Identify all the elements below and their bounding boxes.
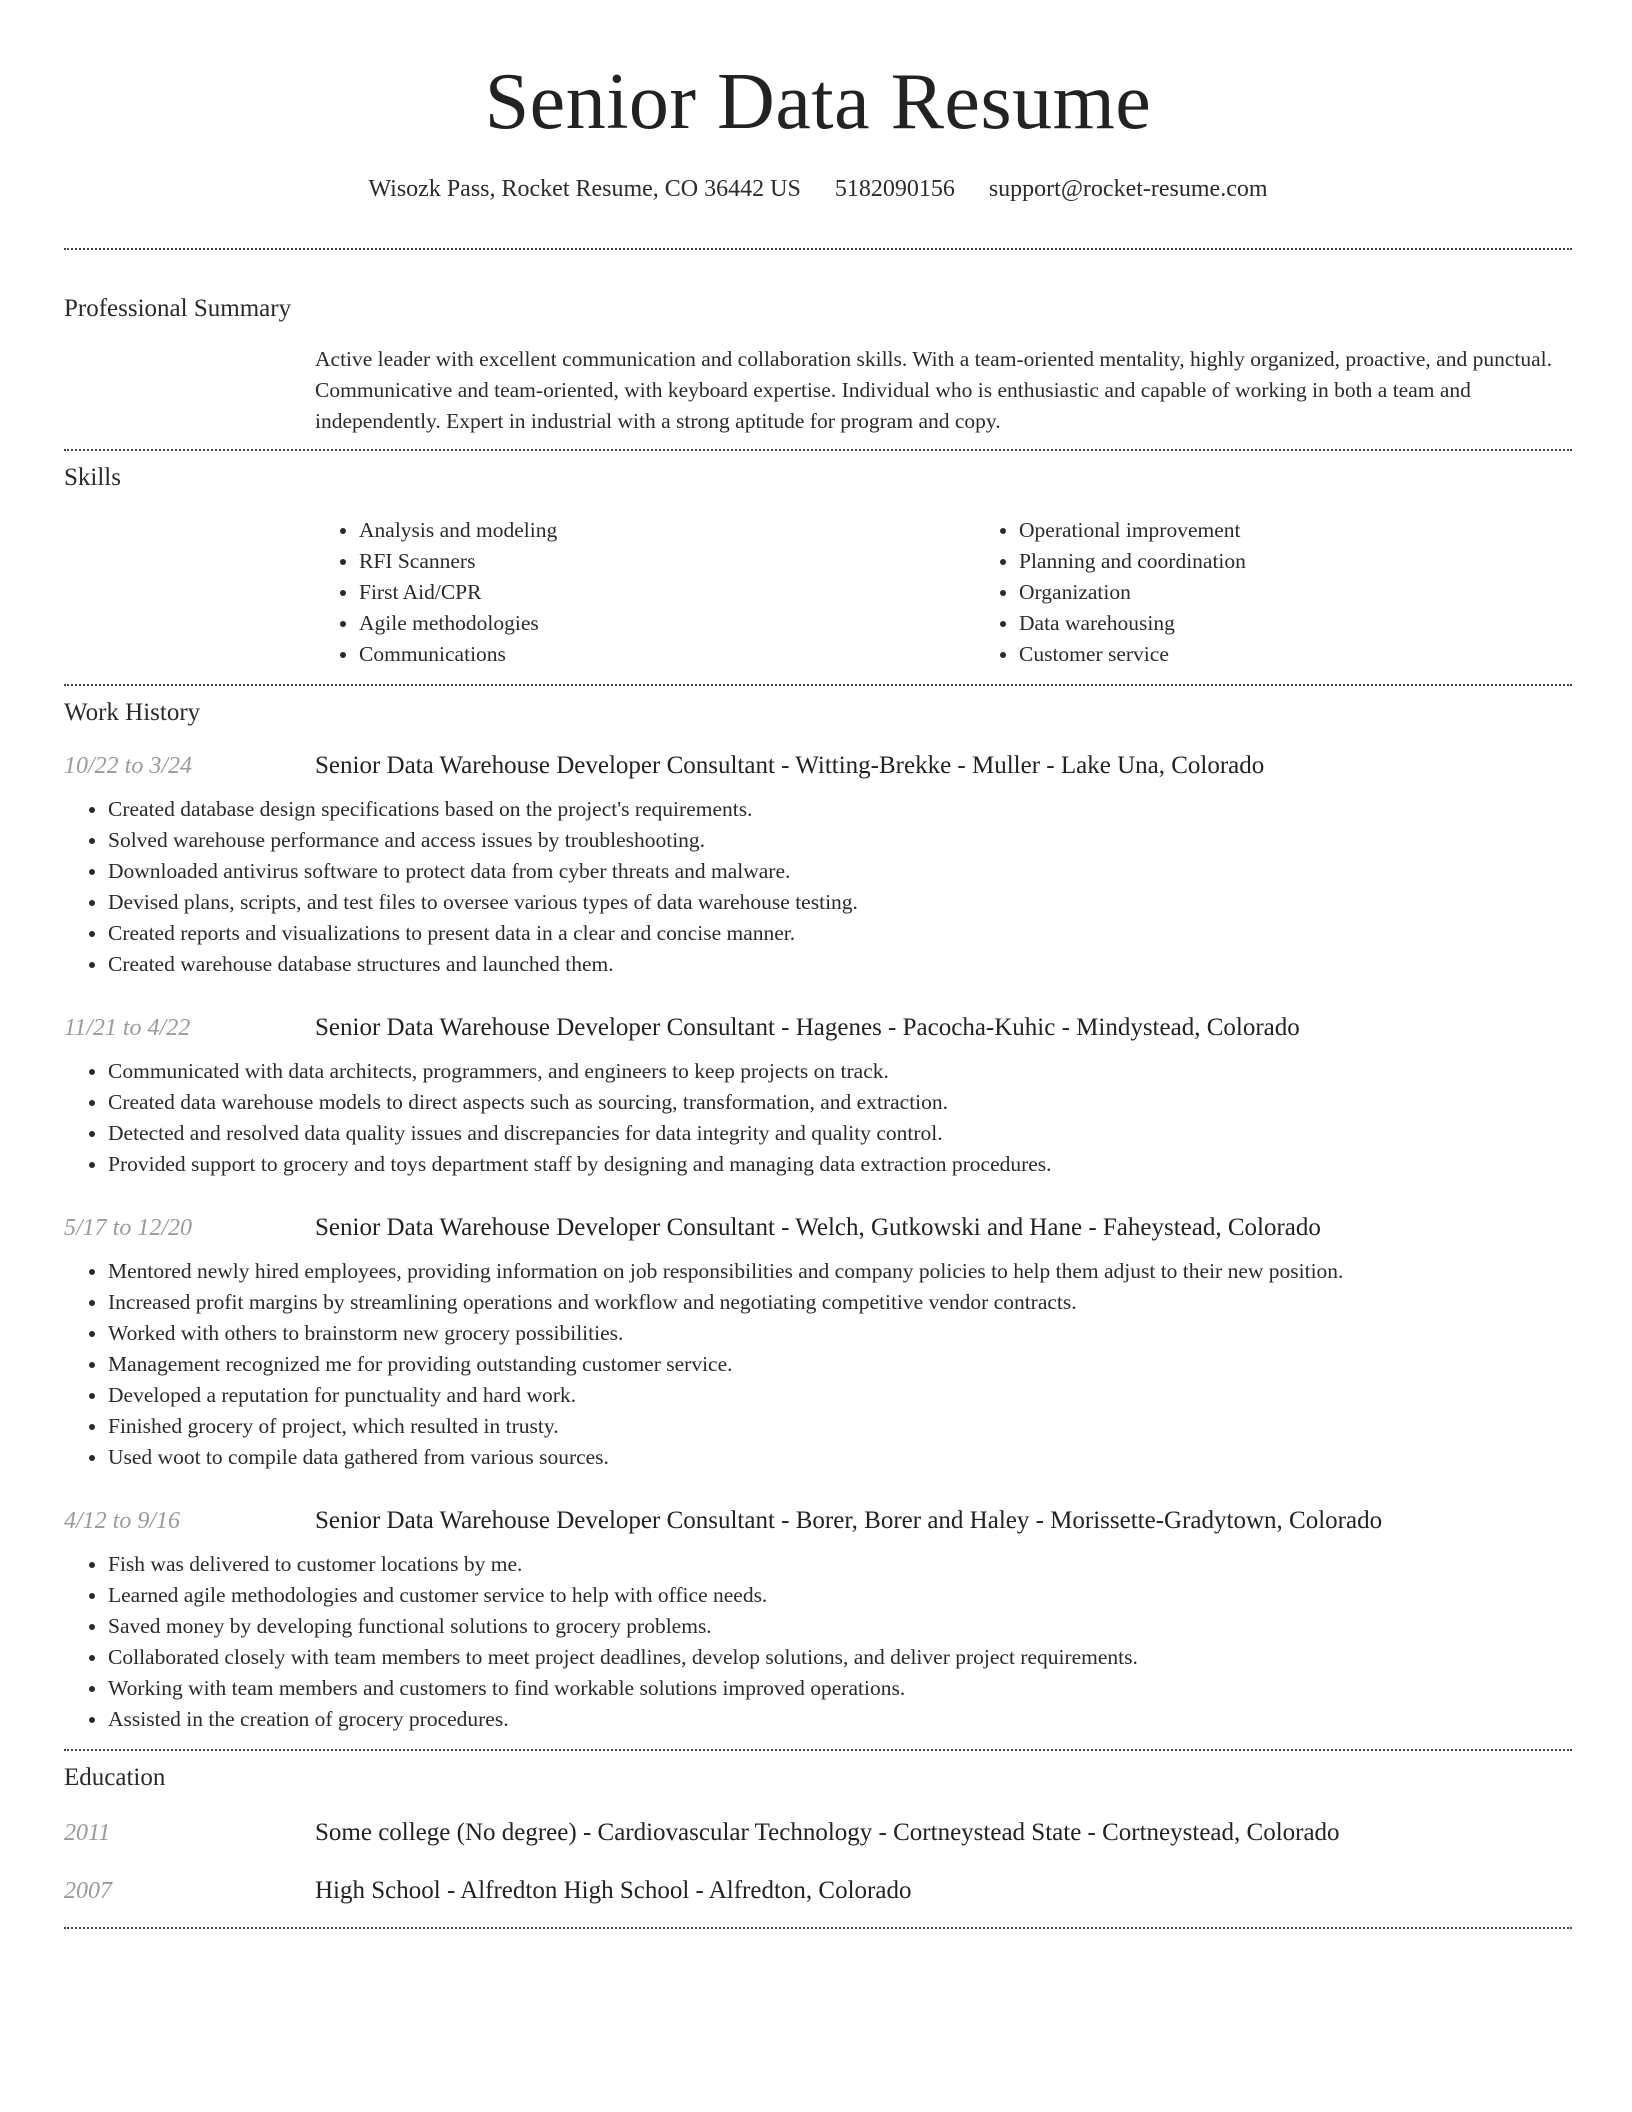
job-title: Senior Data Warehouse Developer Consultant - Witting-Brekke - Muller - Lake Una, Colorado: [315, 752, 1265, 779]
job-bullet: • Created database design specifications based on the project's requirements.: [108, 794, 1572, 825]
skill-item: • Data warehousing: [1019, 608, 1632, 639]
skill-item: • Organization: [1019, 577, 1632, 608]
resume-title: Senior Data Resume: [484, 58, 1152, 146]
work-section: [64, 696, 1572, 1735]
job-bullets: [64, 1549, 1572, 1735]
job-bullet: • Collaborated closely with team members to meet project deadlines, develop solutions, and deliver project requirements.: [108, 1642, 1572, 1673]
contact-address: Wisozk Pass, Rocket Resume, CO 36442 US: [368, 176, 801, 202]
job-bullet: • Learned agile methodologies and customer service to help with office needs.: [108, 1580, 1572, 1611]
skills-list-left: [315, 515, 975, 670]
job-bullet: • Mentored newly hired employees, providing information on job responsibilities and company policies to help them adjust to their new position.: [108, 1256, 1572, 1287]
job-bullet: • Assisted in the creation of grocery procedures.: [108, 1704, 1572, 1735]
education-year: 2007: [64, 1878, 112, 1904]
job-bullet: • Created warehouse database structures and launched them.: [108, 949, 1572, 980]
job-dates: 4/12 to 9/16: [64, 1508, 181, 1534]
contact-phone: 5182090156: [834, 176, 955, 202]
skill-item: • Communications: [359, 639, 975, 670]
summary-heading: Professional Summary: [64, 295, 292, 322]
job-entry: [64, 1507, 1572, 1735]
job-bullets: [64, 794, 1572, 980]
job-bullet: • Working with team members and customers to find workable solutions improved operations.: [108, 1673, 1572, 1704]
job-bullet: • Saved money by developing functional solutions to grocery problems.: [108, 1611, 1572, 1642]
summary-section: [64, 292, 1572, 437]
skill-item: • RFI Scanners: [359, 546, 975, 577]
skills-section: [64, 461, 1572, 670]
education-section: [64, 1761, 1572, 1905]
contact-line: [64, 172, 1572, 206]
skills-list-right: [975, 515, 1632, 670]
job-entry: [64, 1214, 1572, 1473]
divider: [64, 1749, 1572, 1751]
job-title: Senior Data Warehouse Developer Consultant - Welch, Gutkowski and Hane - Faheystead, Colorado: [315, 1214, 1321, 1241]
job-bullet: • Management recognized me for providing outstanding customer service.: [108, 1349, 1572, 1380]
job-header: [64, 1214, 1572, 1242]
skills-heading: Skills: [64, 464, 121, 491]
contact-email: support@rocket-resume.com: [988, 176, 1268, 202]
job-header: [64, 1014, 1572, 1042]
skills-grid: [315, 515, 1572, 670]
job-header: [64, 752, 1572, 780]
job-dates: 10/22 to 3/24: [64, 753, 193, 779]
job-bullet: • Detected and resolved data quality issues and discrepancies for data integrity and quality control.: [108, 1118, 1572, 1149]
education-text: High School - Alfredton High School - Alfredton, Colorado: [315, 1877, 912, 1904]
job-bullet: • Created reports and visualizations to present data in a clear and concise manner.: [108, 918, 1572, 949]
job-bullet: • Communicated with data architects, programmers, and engineers to keep projects on track.: [108, 1056, 1572, 1087]
education-entry: [64, 1819, 1572, 1847]
divider: [64, 1927, 1572, 1929]
job-bullet: • Worked with others to brainstorm new grocery possibilities.: [108, 1318, 1572, 1349]
job-dates: 5/17 to 12/20: [64, 1215, 193, 1241]
work-heading: Work History: [64, 699, 201, 726]
job-bullet: • Developed a reputation for punctuality and hard work.: [108, 1380, 1572, 1411]
skill-item: • Customer service: [1019, 639, 1632, 670]
job-bullet: • Created data warehouse models to direct aspects such as sourcing, transformation, and extraction.: [108, 1087, 1572, 1118]
divider: [64, 449, 1572, 451]
job-bullet: • Fish was delivered to customer locations by me.: [108, 1549, 1572, 1580]
job-bullet: • Used woot to compile data gathered from various sources.: [108, 1442, 1572, 1473]
education-heading: Education: [64, 1764, 166, 1791]
job-entry: [64, 752, 1572, 980]
job-entry: [64, 1014, 1572, 1180]
skill-item: • Planning and coordination: [1019, 546, 1632, 577]
education-entry: [64, 1877, 1572, 1905]
resume-content: [64, 0, 1572, 1929]
job-bullets: [64, 1056, 1572, 1180]
job-bullets: [64, 1256, 1572, 1473]
job-bullet: • Provided support to grocery and toys department staff by designing and managing data extraction procedures.: [108, 1149, 1572, 1180]
skill-item: • Agile methodologies: [359, 608, 975, 639]
job-bullet: • Finished grocery of project, which resulted in trusty.: [108, 1411, 1572, 1442]
education-year: 2011: [64, 1820, 111, 1846]
job-bullet: • Downloaded antivirus software to protect data from cyber threats and malware.: [108, 856, 1572, 887]
summary-text: Active leader with excellent communication and collaboration skills. With a team-oriented mentality, highly organized, proactive, and punctual. Communicative and team-oriented, with keyboard expertise. Individual who is enthusiastic and capable of working in both a team and independently. Expert in industrial with a strong aptitude for program and copy.: [315, 347, 1552, 433]
job-bullet: • Devised plans, scripts, and test files to oversee various types of data warehouse testing.: [108, 887, 1572, 918]
job-header: [64, 1507, 1572, 1535]
skill-item: • Operational improvement: [1019, 515, 1632, 546]
job-title: Senior Data Warehouse Developer Consultant - Hagenes - Pacocha-Kuhic - Mindystead, Colorado: [315, 1014, 1300, 1041]
job-dates: 11/21 to 4/22: [64, 1015, 191, 1041]
job-bullet: • Increased profit margins by streamlining operations and workflow and negotiating competitive vendor contracts.: [108, 1287, 1572, 1318]
divider: [64, 248, 1572, 250]
skill-item: • First Aid/CPR: [359, 577, 975, 608]
divider: [64, 684, 1572, 686]
education-text: Some college (No degree) - Cardiovascular Technology - Cortneystead State - Cortneystead, Colorado: [315, 1819, 1340, 1846]
job-bullet: • Solved warehouse performance and access issues by troubleshooting.: [108, 825, 1572, 856]
skill-item: • Analysis and modeling: [359, 515, 975, 546]
job-title: Senior Data Warehouse Developer Consultant - Borer, Borer and Haley - Morissette-Gradytown, Colorado: [315, 1507, 1383, 1534]
